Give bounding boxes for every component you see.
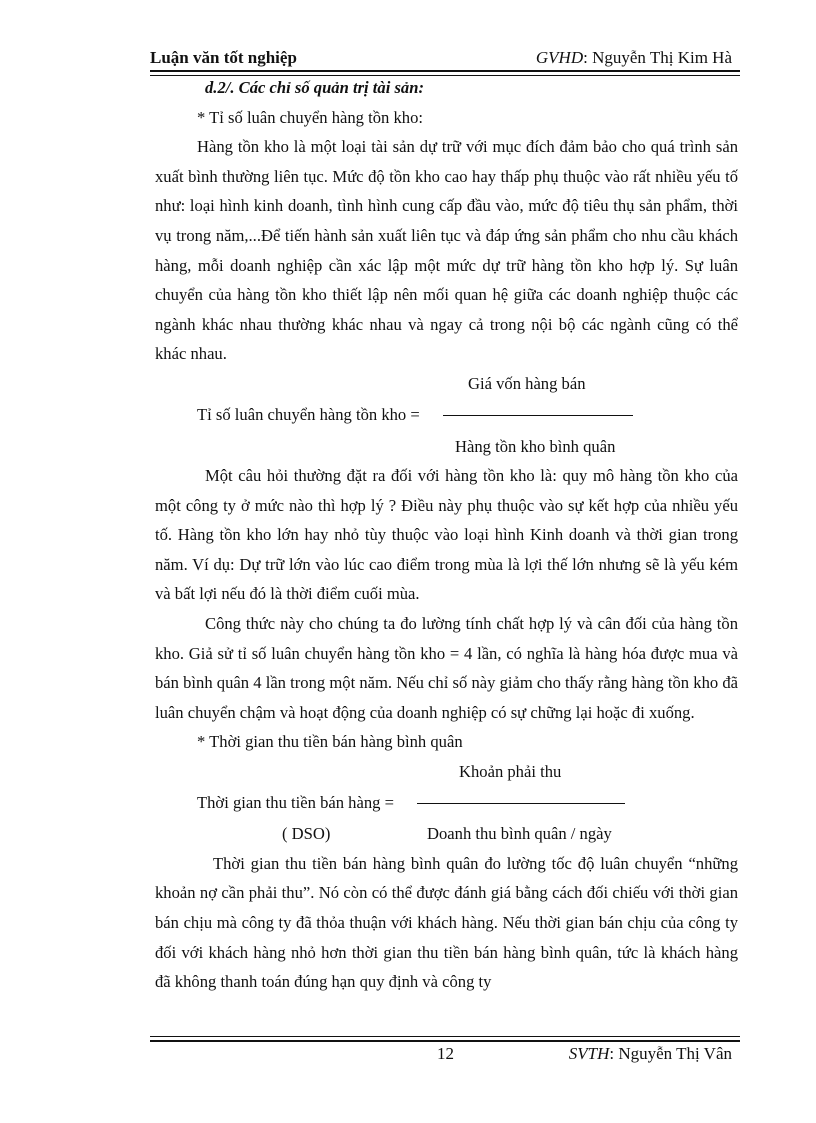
section-title: d.2/. Các chỉ số quản trị tài sản: xyxy=(205,78,424,97)
student-name: : Nguyễn Thị Vân xyxy=(609,1044,732,1063)
formula-1-denominator: Hàng tồn kho bình quân xyxy=(455,436,616,456)
page-number: 12 xyxy=(437,1044,454,1063)
advisor-label: GVHD xyxy=(535,48,584,67)
student xyxy=(569,1044,732,1064)
footer-rule xyxy=(150,1040,740,1042)
paragraph-1: Hàng tồn kho là một loại tài sản dự trữ với mục đích đảm bảo cho quá trình sản xuất bình thường liên tục. Mức độ tồn kho cao hay thấp phụ thuộc vào rất nhiều yếu tố như: loại hình kinh doanh, tình hình cung cấp đầu vào, mức độ tiêu thụ sản phẩm, thời vụ trong năm,...Để tiến hành sản xuất liên tục và đáp ứng sản phẩm cho nhu cầu khách hàng, mỗi doanh nghiệp cần xác lập một mức dự trữ hàng tồn kho hợp lý. Sự luân chuyển của hàng tồn kho thiết lập nên mối quan hệ giữa các doanh nghiệp thuộc các ngành khác nhau thường khác nhau và ngay cả trong nội bộ các ngành cũng có thể khác nhau. xyxy=(155,137,738,364)
student-label: SVTH xyxy=(568,1044,610,1063)
advisor xyxy=(536,48,732,68)
formula-1-lhs: Tỉ số luân chuyển hàng tồn kho = xyxy=(197,404,420,424)
formula-2-fraction-bar xyxy=(417,803,625,804)
formula-inventory-turnover xyxy=(155,369,738,461)
thesis-title: Luận văn tốt nghiệp xyxy=(150,48,297,67)
formula-dso xyxy=(155,757,738,849)
formula-2-denominator: Doanh thu bình quân / ngày xyxy=(427,823,612,843)
page-header xyxy=(150,44,740,68)
paragraph-2: Một câu hỏi thường đặt ra đối với hàng tồn kho là: quy mô hàng tồn kho của một công ty ở mức nào thì hợp lý ? Điều này phụ thuộc vào sự kết hợp của nhiều yếu tố. Hàng tồn kho lớn hay nhỏ tùy thuộc vào loại hình Kinh doanh và thời gian trong năm. Ví dụ: Dự trữ lớn vào lúc cao điểm trong mùa là lợi thế lớn nhưng sẽ là yếu kém và bất lợi nếu đó là thời điểm cuối mùa. xyxy=(155,465,738,604)
formula-1-numerator: Giá vốn hàng bán xyxy=(468,373,586,393)
formula-2-numerator: Khoản phải thu xyxy=(459,761,562,781)
header-rule xyxy=(150,70,740,72)
bullet-dso: * Thời gian thu tiền bán hàng bình quân xyxy=(197,732,463,752)
formula-2-abbreviation: ( DSO) xyxy=(282,823,331,843)
footer-rule-thin xyxy=(150,1036,740,1037)
page-body xyxy=(155,73,738,997)
advisor-name: : Nguyễn Thị Kim Hà xyxy=(583,48,732,67)
bullet-inventory-turnover: * Tỉ số luân chuyển hàng tồn kho: xyxy=(197,107,423,127)
formula-2-lhs: Thời gian thu tiền bán hàng = xyxy=(197,792,394,812)
formula-1-fraction-bar xyxy=(443,415,633,416)
page-footer xyxy=(150,1036,740,1072)
paragraph-4: Thời gian thu tiền bán hàng bình quân đo lường tốc độ luân chuyển “những khoản nợ cần phải thu”. Nó còn có thể được đánh giá bằng cách đối chiếu với thời gian bán chịu mà công ty đã thỏa thuận với khách hàng. Nếu thời gian bán chịu của công ty đối với khách hàng nhỏ hơn thời gian thu tiền bán hàng bình quân, tức là khách hàng đã không thanh toán đúng hạn quy định và công ty xyxy=(155,853,738,992)
paragraph-3: Công thức này cho chúng ta đo lường tính chất hợp lý và cân đối của hàng tồn kho. Giả sử tỉ số luân chuyển hàng tồn kho = 4 lần, có nghĩa là hàng hóa được mua và bán bình quân 4 lần trong một năm. Nếu chỉ số này giảm cho thấy rằng hàng tồn kho đã luân chuyển chậm và hoạt động của doanh nghiệp có sự chững lại hoặc đi xuống. xyxy=(155,613,738,722)
